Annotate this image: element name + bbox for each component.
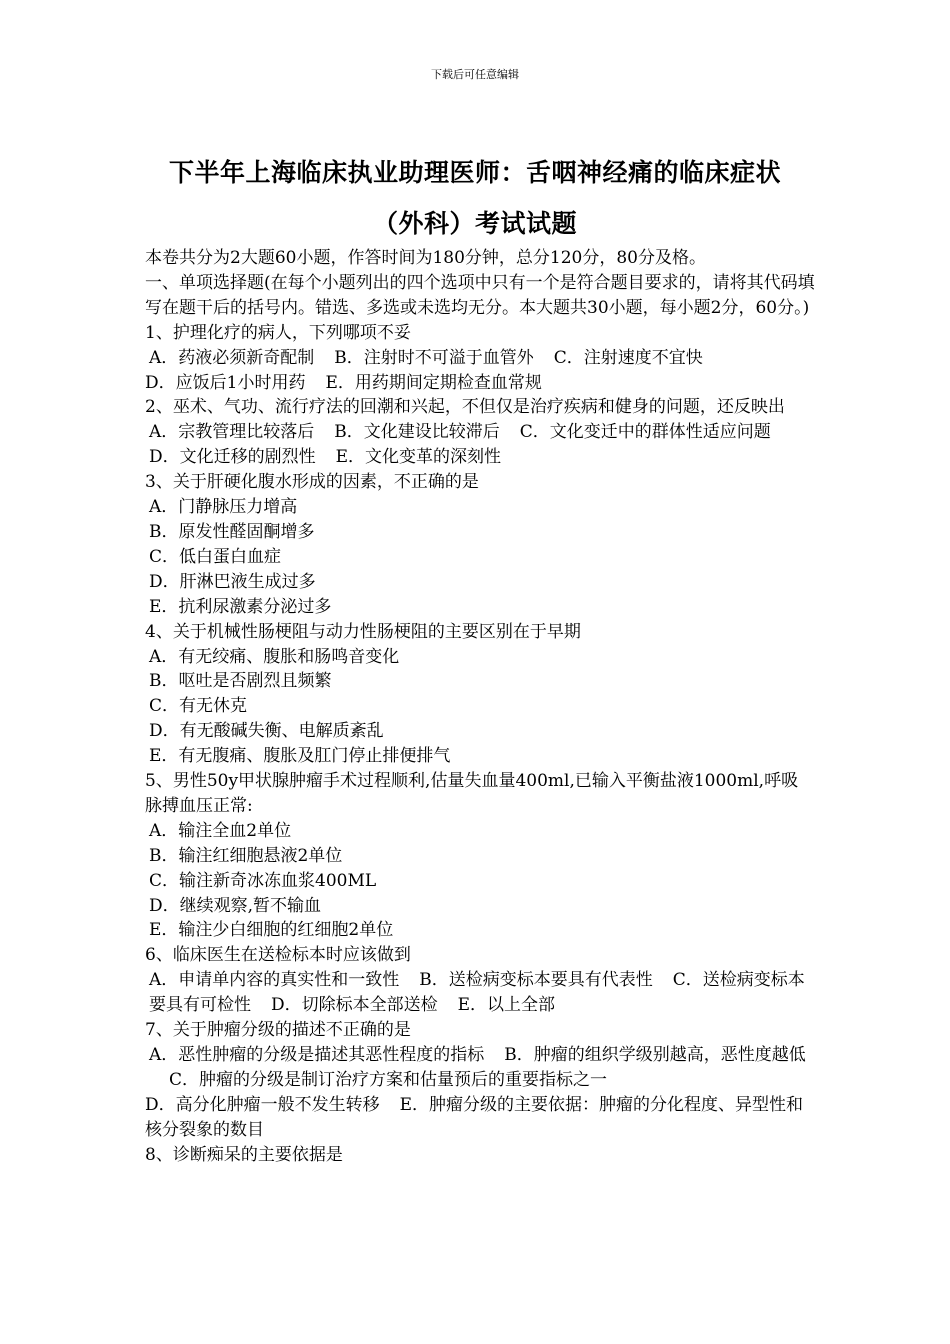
question-stem: 8、诊断痴呆的主要依据是 [145,1144,343,1165]
option-e: E．输注少白细胞的红细胞2单位 [149,920,394,941]
option-c: C．输注新奇冰冻血浆400ML [149,870,377,891]
question-stem: 5、男性50y甲状腺肿瘤手术过程顺利,估量失血量400ml,已输入平衡盐液1000ml,呼吸脉搏血压正常: [145,771,799,816]
page-subtitle: （外科）考试试题 [372,209,577,238]
option-e: E．有无腹痛、腹胀及肛门停止排便排气 [149,746,451,767]
option-b: B．肿瘤的组织学级别越高，恶性度越低 [504,1045,806,1065]
question-stem: 1、护理化疗的病人，下列哪项不妥 [145,322,411,343]
question-stem: 6、临床医生在送检标本时应该做到 [145,945,411,966]
option-a: A．宗教管理比较落后 [149,422,315,443]
option-d: D．肝淋巴液生成过多 [149,571,316,592]
option-d: D．有无酸碱失衡、电解质紊乱 [149,721,384,742]
option-e: E．以上全部 [457,995,556,1016]
question-stem: 2、巫术、气功、流行疗法的回潮和兴起，不但仅是治疗疾病和健身的问题，还反映出 [145,397,785,418]
option-d: D．高分化肿瘤一般不发生转移 [145,1094,380,1115]
exam-body [145,246,815,1168]
option-b: B．文化建设比较滞后 [334,422,500,443]
question-options [145,420,815,470]
question-options [145,371,815,396]
option-c: C．注射速度不宜快 [553,347,703,368]
option-b: B．送检病变标本要具有代表性 [419,970,653,991]
option-b: B．输注红细胞悬液2单位 [149,845,343,866]
option-b: B．注射时不可溢于血管外 [334,347,534,368]
option-d: D．文化迁移的剧烈性 [149,447,316,468]
option-d: D．继续观察,暂不输血 [149,895,322,916]
question-stem: 4、关于机械性肠梗阻与动力性肠梗阻的主要区别在于早期 [145,621,581,642]
option-c: C．送检病变标本要具有可检性 [149,970,805,1016]
option-e: E．文化变革的深刻性 [335,447,502,468]
option-a: A．申请单内容的真实性和一致性 [149,970,400,991]
option-c: C．肿瘤的分级是制订治疗方案和估量预后的重要指标之一 [169,1069,608,1090]
option-b: B．呕吐是否剧烈且频繁 [149,671,332,692]
option-e: E．肿瘤分级的主要依据：肿瘤的分化程度、异型性和核分裂象的数目 [145,1094,804,1140]
option-b: B．原发性醛固酮增多 [149,521,315,542]
question-stem: 7、关于肿瘤分级的描述不正确的是 [145,1020,411,1041]
intro-text: 本卷共分为2大题60小题，作答时间为180分钟，总分120分，80分及格。 [145,248,706,268]
header-note: 下载后可任意编辑 [431,68,519,81]
option-a: A．门静脉压力增高 [149,497,298,518]
option-a: A．输注全血2单位 [149,820,292,841]
page-title: 下半年上海临床执业助理医师：舌咽神经痛的临床症状 [168,158,781,187]
option-a: A．药液必须新奇配制 [149,347,315,368]
option-a: A．有无绞痛、腹胀和肠鸣音变化 [149,646,400,667]
question-options [145,1043,815,1093]
section-heading: 一、单项选择题(在每个小题列出的四个选项中只有一个是符合题目要求的，请将其代码填写在题干后的括号内。错选、多选或未选均无分。本大题共30小题，每小题2分，60分。) [145,272,815,318]
option-d: D．切除标本全部送检 [271,995,438,1016]
question-stem: 3、关于肝硬化腹水形成的因素，不正确的是 [145,472,479,493]
option-a: A．恶性肿瘤的分级是描述其恶性程度的指标 [149,1045,485,1065]
option-e: E．抗利尿激素分泌过多 [149,596,332,617]
option-e: E．用药期间定期检查血常规 [325,372,542,393]
option-c: C．低白蛋白血症 [149,546,282,567]
question-options [145,346,815,371]
option-d: D．应饭后1小时用药 [145,372,306,393]
question-options [145,1093,815,1143]
option-c: C．有无休克 [149,696,248,717]
option-c: C．文化变迁中的群体性适应问题 [519,422,771,443]
question-options [145,968,815,1018]
